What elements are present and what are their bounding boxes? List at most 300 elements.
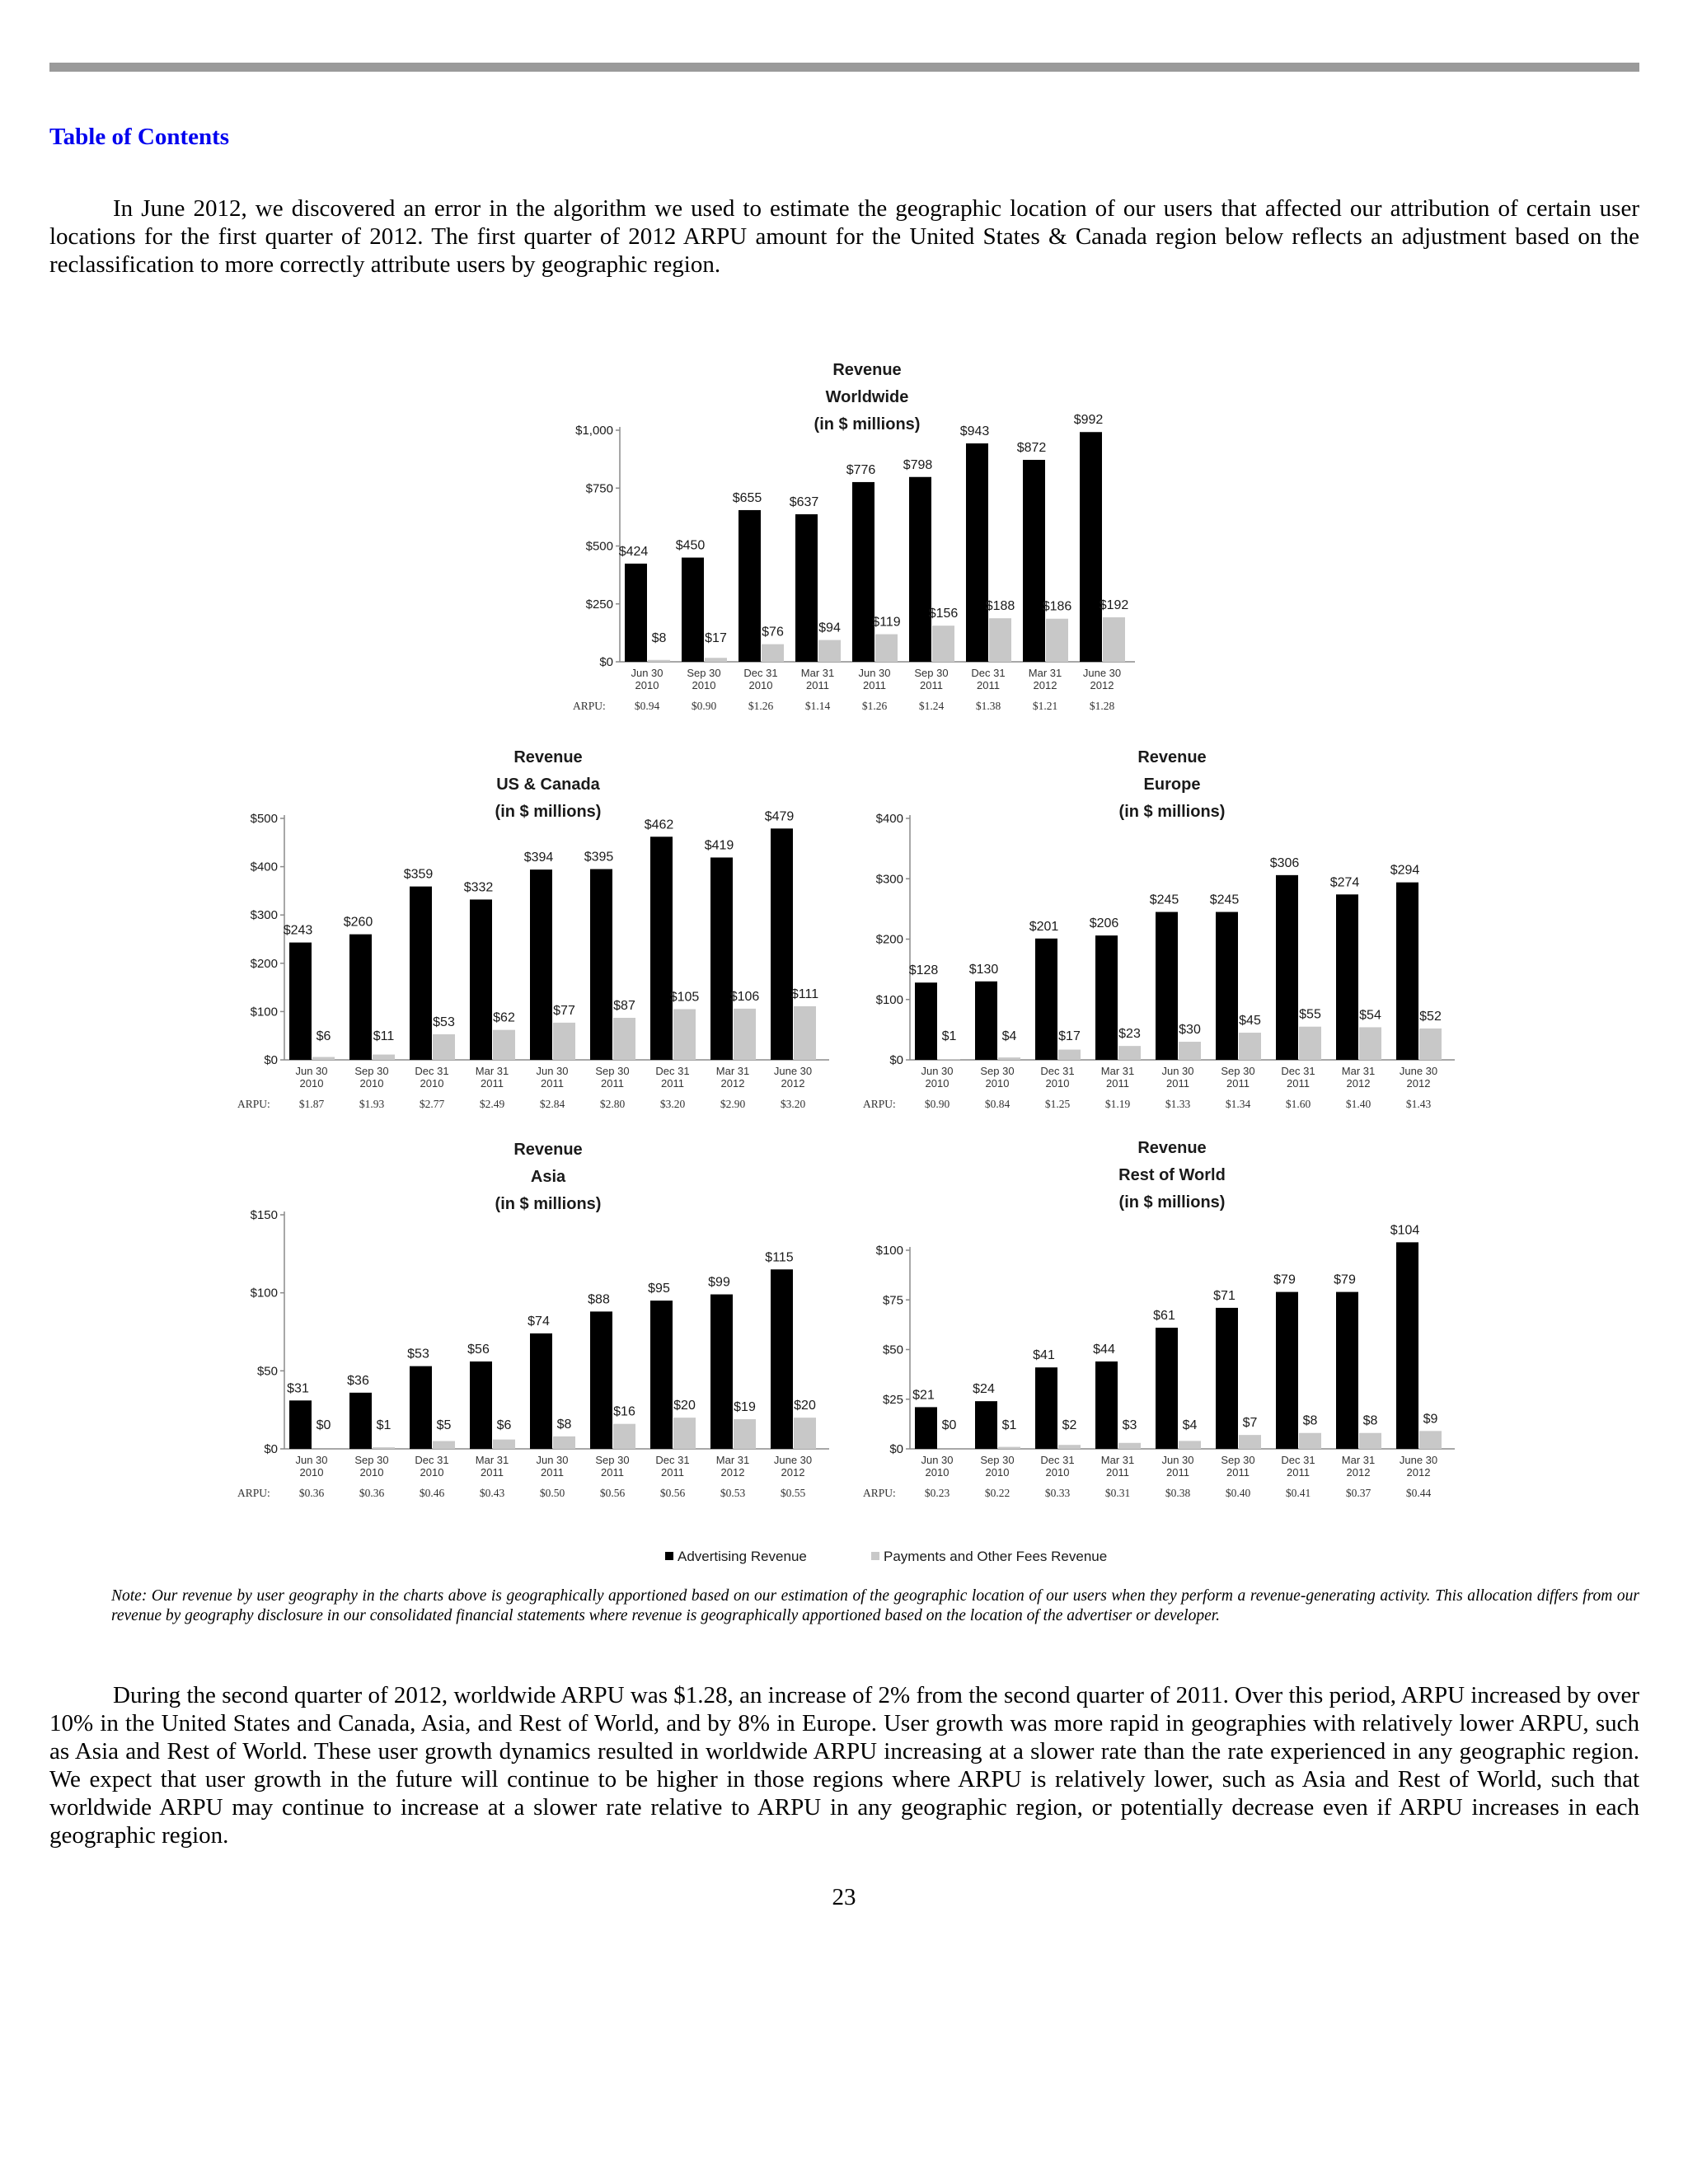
x-tick-label: Dec 31 [1281, 1065, 1315, 1077]
y-tick-label: $300 [250, 908, 278, 923]
legend-swatch [871, 1552, 879, 1560]
advertising-bar [738, 510, 761, 662]
payments-bar [794, 1006, 816, 1060]
arpu-value: $0.84 [984, 1098, 1010, 1110]
x-tick-label: 2012 [1090, 679, 1114, 691]
x-tick-label: 2010 [359, 1466, 384, 1479]
payments-value-label: $106 [729, 989, 760, 1004]
arpu-value: $0.90 [691, 700, 717, 712]
y-tick-label: $250 [585, 597, 613, 612]
x-tick-label: 2012 [781, 1077, 805, 1090]
payments-value-label: $3 [1122, 1418, 1137, 1432]
arpu-value: $1.25 [1044, 1098, 1071, 1110]
arpu-value: $1.60 [1285, 1098, 1311, 1110]
advertising-value-label: $56 [467, 1342, 490, 1357]
advertising-bar [975, 1401, 997, 1449]
advertising-value-label: $74 [528, 1314, 550, 1329]
payments-value-label: $87 [613, 999, 635, 1014]
advertising-value-label: $99 [708, 1275, 730, 1290]
x-tick-label: 2010 [299, 1466, 324, 1479]
x-tick-label: 2012 [720, 1077, 745, 1090]
arpu-value: $1.14 [804, 700, 831, 712]
x-tick-label: 2010 [635, 679, 659, 691]
advertising-bar [1276, 875, 1298, 1060]
advertising-bar [1156, 1328, 1178, 1449]
y-tick-label: $200 [250, 956, 278, 971]
advertising-bar [410, 887, 432, 1060]
arpu-value: $2.49 [479, 1098, 505, 1110]
payments-value-label: $17 [705, 631, 727, 645]
y-tick-label: $100 [250, 1005, 278, 1019]
advertising-bar [909, 477, 931, 662]
advertising-bar [682, 558, 704, 662]
x-tick-label: 2010 [925, 1466, 950, 1479]
y-tick-label: $300 [875, 872, 903, 887]
chart-title-line: Revenue [1137, 748, 1207, 766]
advertising-value-label: $31 [287, 1381, 309, 1396]
x-tick-label: 2011 [1287, 1466, 1310, 1479]
payments-value-label: $7 [1242, 1416, 1258, 1431]
arpu-value: $0.44 [1405, 1487, 1432, 1499]
advertising-value-label: $245 [1209, 893, 1240, 907]
payments-bar [989, 618, 1011, 662]
payments-bar [794, 1418, 816, 1449]
x-tick-label: 2011 [481, 1077, 504, 1090]
advertising-value-label: $61 [1153, 1308, 1175, 1323]
y-tick-label: $150 [250, 1208, 278, 1222]
arpu-value: $3.20 [659, 1098, 686, 1110]
x-tick-label: 2010 [985, 1466, 1010, 1479]
x-tick-label: Dec 31 [655, 1065, 690, 1077]
x-tick-label: Dec 31 [415, 1454, 449, 1466]
x-tick-label: Dec 31 [655, 1454, 690, 1466]
advertising-value-label: $992 [1073, 413, 1104, 428]
x-tick-label: Sep 30 [914, 667, 949, 679]
x-tick-label: Mar 31 [715, 1454, 750, 1466]
x-tick-label: 2010 [692, 679, 716, 691]
payments-value-label: $62 [493, 1010, 515, 1025]
y-tick-label: $500 [250, 812, 278, 826]
payments-value-label: $4 [1001, 1029, 1017, 1043]
payments-value-label: $6 [496, 1418, 512, 1432]
payments-value-label: $8 [556, 1417, 572, 1432]
arpu-discussion-paragraph: During the second quarter of 2012, worldwide ARPU was $1.28, an increase of 2% from the second quarter of 2011. Over this period, ARPU increased by over 10% in the United States and Canada, Asia, and Rest of World, and by 8% in Europe. User growth was more rapid in geographies with relatively lower ARPU, such as Asia and Rest of World. These user growth dynamics resulted in worldwide ARPU increasing at a slower rate than the rate experienced in any geographic region. We expect that user growth in the future will continue to be higher in those regions where ARPU is relatively lower, such as Asia and Rest of World, such that worldwide ARPU may continue to increase at a slower rate relative to ARPU in any geographic region, or potentially decrease even if ARPU increases in each geographic region. [49, 1682, 1639, 1849]
payments-bar [648, 660, 670, 662]
advertising-value-label: $479 [764, 809, 795, 824]
advertising-bar [1080, 432, 1102, 662]
chart-title-line: Europe [1143, 776, 1201, 794]
payments-bar [1118, 1046, 1141, 1060]
chart-title-line: US & Canada [496, 776, 600, 794]
advertising-bar [1336, 894, 1358, 1060]
advertising-value-label: $79 [1334, 1272, 1356, 1287]
advertising-value-label: $206 [1089, 916, 1119, 931]
payments-value-label: $192 [1099, 598, 1129, 613]
advertising-bar [349, 1393, 372, 1449]
advertising-value-label: $306 [1269, 855, 1300, 870]
payments-bar [613, 1018, 635, 1060]
arpu-value: $0.90 [924, 1098, 950, 1110]
arpu-value: $1.24 [918, 700, 945, 712]
payments-value-label: $30 [1179, 1023, 1201, 1038]
arpu-value: $1.19 [1104, 1098, 1131, 1110]
advertising-value-label: $424 [618, 544, 649, 559]
payments-value-label: $119 [872, 615, 901, 630]
payments-value-label: $0 [941, 1418, 957, 1432]
x-tick-label: 2011 [1106, 1077, 1129, 1090]
chart-europe [863, 748, 1455, 1110]
y-tick-label: $100 [250, 1286, 278, 1301]
x-tick-label: Jun 30 [295, 1454, 328, 1466]
x-tick-label: 2012 [1406, 1466, 1431, 1479]
payments-value-label: $11 [373, 1029, 395, 1043]
x-tick-label: 2011 [541, 1466, 564, 1479]
arpu-value: $0.56 [659, 1487, 686, 1499]
x-tick-label: Mar 31 [1341, 1454, 1376, 1466]
payments-bar [1179, 1441, 1201, 1449]
chart-title-line: Rest of World [1118, 1166, 1226, 1184]
x-tick-label: Dec 31 [1040, 1065, 1075, 1077]
y-tick-label: $1,000 [575, 424, 613, 438]
arpu-value: $0.23 [924, 1487, 950, 1499]
x-tick-label: 2011 [601, 1466, 624, 1479]
advertising-bar [1216, 1308, 1238, 1449]
advertising-value-label: $130 [968, 962, 999, 977]
y-tick-label: $0 [889, 1053, 903, 1067]
payments-bar [1058, 1050, 1081, 1060]
advertising-value-label: $243 [283, 923, 313, 938]
payments-bar [1299, 1433, 1321, 1449]
arpu-value: $0.33 [1044, 1487, 1071, 1499]
payments-value-label: $111 [790, 987, 819, 1001]
y-tick-label: $0 [264, 1442, 278, 1456]
x-tick-label: Jun 30 [536, 1454, 569, 1466]
y-tick-label: $400 [250, 860, 278, 874]
payments-bar [493, 1440, 515, 1449]
arpu-value: $2.80 [599, 1098, 626, 1110]
advertising-bar [1095, 1361, 1118, 1449]
payments-bar [1359, 1433, 1381, 1449]
x-tick-label: 2011 [601, 1077, 624, 1090]
arpu-value: $0.43 [479, 1487, 505, 1499]
x-tick-label: Mar 31 [475, 1065, 509, 1077]
payments-value-label: $76 [762, 625, 784, 640]
y-tick-label: $100 [875, 1244, 903, 1258]
x-tick-label: 2010 [1045, 1077, 1070, 1090]
arpu-value: $3.20 [780, 1098, 806, 1110]
x-tick-label: 2011 [920, 679, 943, 691]
advertising-value-label: $79 [1273, 1272, 1296, 1287]
x-tick-label: 2010 [925, 1077, 950, 1090]
arpu-value: $0.36 [298, 1487, 325, 1499]
payments-bar [433, 1441, 455, 1449]
advertising-value-label: $41 [1033, 1348, 1055, 1363]
advertising-value-label: $260 [343, 915, 373, 930]
arpu-value: $1.26 [748, 700, 774, 712]
x-tick-label: 2010 [420, 1077, 444, 1090]
x-tick-label: 2012 [1346, 1077, 1371, 1090]
x-tick-label: Sep 30 [980, 1065, 1015, 1077]
payments-value-label: $156 [928, 607, 959, 621]
x-tick-label: Jun 30 [1161, 1454, 1194, 1466]
x-tick-label: Jun 30 [921, 1454, 954, 1466]
payments-value-label: $2 [1062, 1418, 1077, 1432]
x-tick-label: 2011 [1287, 1077, 1310, 1090]
advertising-value-label: $462 [644, 818, 674, 832]
x-tick-label: Mar 31 [1028, 667, 1062, 679]
chart-title-line: (in $ millions) [1118, 803, 1226, 821]
arpu-value: $0.41 [1285, 1487, 1311, 1499]
x-tick-label: 2011 [1166, 1466, 1189, 1479]
advertising-bar [1396, 1242, 1418, 1449]
arpu-value: $1.38 [975, 700, 1001, 712]
y-tick-label: $500 [585, 539, 613, 554]
x-tick-label: 2010 [1045, 1466, 1070, 1479]
arpu-value: $1.21 [1032, 700, 1058, 712]
advertising-bar [625, 564, 647, 662]
payments-value-label: $6 [316, 1029, 331, 1043]
x-tick-label: Sep 30 [354, 1454, 389, 1466]
advertising-bar [710, 857, 733, 1060]
advertising-value-label: $294 [1390, 863, 1420, 878]
advertising-value-label: $450 [675, 538, 706, 553]
x-tick-label: June 30 [1399, 1454, 1438, 1466]
advertising-value-label: $419 [704, 838, 734, 853]
x-tick-label: Mar 31 [1341, 1065, 1376, 1077]
advertising-value-label: $872 [1016, 440, 1047, 455]
advertising-bar [1035, 939, 1057, 1060]
payments-value-label: $55 [1299, 1007, 1321, 1022]
advertising-bar [650, 1301, 673, 1449]
x-tick-label: Mar 31 [1100, 1454, 1135, 1466]
arpu-value: $2.90 [720, 1098, 746, 1110]
x-tick-label: Jun 30 [921, 1065, 954, 1077]
x-tick-label: 2010 [420, 1466, 444, 1479]
chart-us-canada [237, 748, 829, 1110]
x-tick-label: Sep 30 [595, 1454, 630, 1466]
advertising-value-label: $798 [903, 457, 933, 472]
advertising-value-label: $53 [407, 1347, 429, 1361]
payments-value-label: $94 [818, 621, 841, 635]
advertising-bar [852, 482, 874, 662]
legend-label: Advertising Revenue [678, 1549, 807, 1564]
x-tick-label: Jun 30 [858, 667, 891, 679]
x-tick-label: Dec 31 [1281, 1454, 1315, 1466]
payments-value-label: $20 [794, 1399, 816, 1413]
payments-value-label: $77 [553, 1003, 575, 1018]
payments-bar [673, 1009, 696, 1060]
advertising-value-label: $44 [1093, 1342, 1115, 1357]
payments-value-label: $8 [1302, 1413, 1318, 1428]
advertising-value-label: $21 [912, 1388, 935, 1403]
y-tick-label: $200 [875, 932, 903, 947]
y-tick-label: $750 [585, 481, 613, 496]
x-tick-label: 2011 [806, 679, 829, 691]
legend-swatch [665, 1552, 673, 1560]
advertising-bar [1156, 912, 1178, 1060]
advertising-value-label: $128 [908, 963, 939, 978]
advertising-bar [710, 1295, 733, 1449]
y-tick-label: $400 [875, 812, 903, 826]
chart-title-line: Asia [530, 1168, 566, 1186]
advertising-value-label: $201 [1029, 919, 1059, 934]
x-tick-label: Jun 30 [1161, 1065, 1194, 1077]
payments-bar [734, 1009, 756, 1060]
payments-value-label: $1 [376, 1418, 392, 1432]
advertising-value-label: $332 [463, 880, 494, 895]
x-tick-label: Mar 31 [475, 1454, 509, 1466]
x-tick-label: Mar 31 [715, 1065, 750, 1077]
arpu-value: $0.31 [1104, 1487, 1131, 1499]
x-tick-label: Sep 30 [1221, 1065, 1255, 1077]
arpu-value: $0.46 [419, 1487, 445, 1499]
y-tick-label: $100 [875, 992, 903, 1007]
advertising-value-label: $655 [732, 490, 762, 505]
chart-title-line: Revenue [513, 748, 583, 766]
payments-value-label: $54 [1359, 1008, 1381, 1023]
x-tick-label: June 30 [773, 1454, 813, 1466]
advertising-bar [1276, 1292, 1298, 1449]
arpu-label: ARPU: [237, 1098, 270, 1110]
advertising-bar [289, 943, 312, 1060]
x-tick-label: 2011 [1106, 1466, 1129, 1479]
y-tick-label: $50 [256, 1364, 278, 1379]
arpu-label: ARPU: [863, 1487, 896, 1499]
x-tick-label: June 30 [1082, 667, 1122, 679]
x-tick-label: 2011 [1226, 1466, 1250, 1479]
advertising-bar [966, 443, 988, 662]
advertising-value-label: $776 [846, 462, 876, 477]
arpu-value: $0.53 [720, 1487, 746, 1499]
advertising-bar [590, 1311, 612, 1449]
payments-bar [613, 1424, 635, 1449]
payments-value-label: $23 [1118, 1027, 1141, 1042]
payments-bar [1419, 1029, 1442, 1060]
payments-bar [734, 1419, 756, 1449]
payments-value-label: $53 [433, 1015, 455, 1029]
x-tick-label: Sep 30 [980, 1454, 1015, 1466]
payments-bar [373, 1055, 395, 1060]
chart-title-line: Revenue [513, 1141, 583, 1159]
advertising-bar [915, 1407, 937, 1449]
arpu-value: $1.87 [298, 1098, 325, 1110]
payments-bar [818, 640, 841, 662]
payments-value-label: $188 [985, 599, 1015, 614]
advertising-value-label: $88 [588, 1292, 610, 1307]
payments-bar [1046, 619, 1068, 662]
advertising-bar [349, 935, 372, 1060]
chart-note: Note: Our revenue by user geography in the charts above is geographically apportioned based on our estimation of the geographic location of our users when they perform a revenue-generating activity. This allocation differs from our revenue by geography disclosure in our consolidated financial statements where revenue is geographically apportioned based on the location of the advertiser or developer. [111, 1587, 1639, 1624]
advertising-bar [470, 899, 492, 1060]
payments-bar [932, 626, 954, 662]
payments-bar [553, 1023, 575, 1060]
payments-bar [938, 1059, 960, 1060]
arpu-value: $0.56 [599, 1487, 626, 1499]
x-tick-label: Jun 30 [295, 1065, 328, 1077]
chart-title-line: (in $ millions) [495, 1195, 602, 1213]
y-tick-label: $0 [889, 1442, 903, 1456]
payments-bar [493, 1030, 515, 1060]
x-tick-label: 2011 [541, 1077, 564, 1090]
x-tick-label: Sep 30 [595, 1065, 630, 1077]
intro-paragraph: In June 2012, we discovered an error in the algorithm we used to estimate the geographic location of our users that affected our attribution of certain user locations for the first quarter of 2012. The first quarter of 2012 ARPU amount for the United States & Canada region below reflects an adjustment based on the reclassification to more correctly attribute users by geographic region. [49, 195, 1639, 278]
x-tick-label: June 30 [773, 1065, 813, 1077]
x-tick-label: 2011 [977, 679, 1000, 691]
chart-title-line: (in $ millions) [814, 415, 921, 434]
arpu-value: $1.33 [1165, 1098, 1191, 1110]
x-tick-label: Mar 31 [1100, 1065, 1135, 1077]
payments-bar [1118, 1443, 1141, 1449]
advertising-value-label: $245 [1149, 893, 1179, 907]
arpu-value: $0.50 [539, 1487, 565, 1499]
x-tick-label: 2011 [1226, 1077, 1250, 1090]
chart-asia [237, 1141, 829, 1499]
payments-bar [998, 1447, 1020, 1449]
advertising-bar [1336, 1292, 1358, 1449]
payments-value-label: $8 [651, 631, 667, 645]
arpu-label: ARPU: [573, 700, 606, 712]
chart-title-line: Worldwide [825, 388, 909, 406]
x-tick-label: 2011 [863, 679, 886, 691]
arpu-value: $0.37 [1345, 1487, 1372, 1499]
payments-bar [373, 1447, 395, 1449]
x-tick-label: Sep 30 [1221, 1454, 1255, 1466]
advertising-bar [470, 1361, 492, 1449]
payments-bar [1179, 1042, 1201, 1060]
x-tick-label: 2012 [1346, 1466, 1371, 1479]
y-tick-label: $0 [264, 1053, 278, 1067]
payments-value-label: $0 [316, 1418, 331, 1432]
advertising-value-label: $95 [648, 1282, 670, 1296]
x-tick-label: 2010 [359, 1077, 384, 1090]
payments-bar [553, 1436, 575, 1449]
arpu-value: $0.40 [1225, 1487, 1251, 1499]
x-tick-label: 2010 [748, 679, 773, 691]
advertising-bar [590, 869, 612, 1060]
chart-title-line: (in $ millions) [1118, 1193, 1226, 1212]
payments-value-label: $1 [941, 1029, 957, 1043]
advertising-value-label: $71 [1213, 1288, 1236, 1303]
arpu-label: ARPU: [237, 1487, 270, 1499]
x-tick-label: 2012 [1406, 1077, 1431, 1090]
payments-bar [1239, 1033, 1261, 1060]
arpu-value: $2.77 [419, 1098, 445, 1110]
advertising-bar [795, 514, 818, 662]
payments-value-label: $8 [1362, 1413, 1378, 1428]
arpu-value: $1.26 [861, 700, 888, 712]
payments-value-label: $1 [1001, 1418, 1017, 1432]
chart-legend [665, 1549, 1107, 1564]
advertising-bar [530, 869, 552, 1060]
chart-rest-of-world [863, 1139, 1455, 1499]
advertising-bar [771, 828, 793, 1060]
x-tick-label: 2011 [1166, 1077, 1189, 1090]
arpu-value: $1.28 [1089, 700, 1115, 712]
payments-value-label: $5 [436, 1418, 452, 1432]
advertising-value-label: $36 [347, 1373, 369, 1388]
advertising-bar [1216, 912, 1238, 1060]
payments-bar [998, 1057, 1020, 1060]
arpu-value: $0.38 [1165, 1487, 1191, 1499]
payments-bar [762, 644, 784, 662]
y-tick-label: $75 [882, 1293, 903, 1308]
advertising-bar [1396, 883, 1418, 1060]
arpu-value: $2.84 [539, 1098, 565, 1110]
x-tick-label: Dec 31 [1040, 1454, 1075, 1466]
advertising-bar [650, 837, 673, 1060]
table-of-contents-link[interactable]: Table of Contents [49, 124, 230, 150]
arpu-value: $1.43 [1405, 1098, 1432, 1110]
